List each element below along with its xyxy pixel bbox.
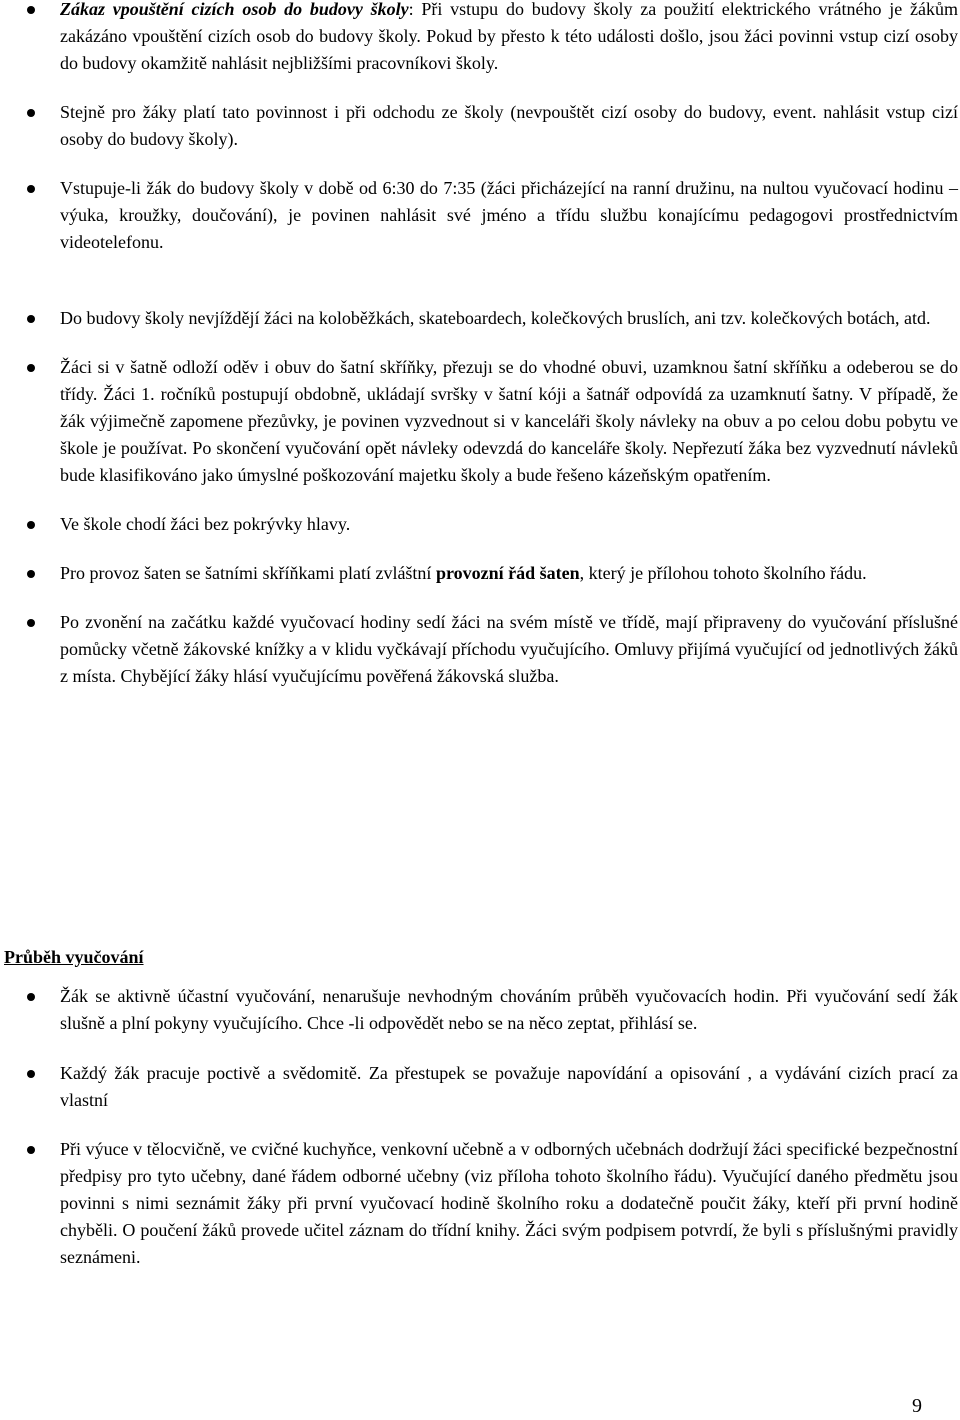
list-item (0, 560, 960, 587)
bullet-icon (27, 1146, 35, 1154)
rule-text: Každý žák pracuje poctivě a svědomitě. Za přestupek se považuje napovídání a opisování , a vydávání cizích prací za vlastní (60, 1063, 958, 1110)
rule-text: Při výuce v tělocvičně, ve cvičné kuchyňce, venkovní učebně a v odborných učebnách dodržují žáci specifické bezpečnostní předpisy pro tyto učebny, dané řádem odborné učebny (viz příloha tohoto školního řádu). Vyučující daného předmětu jsou povinni s nimi seznámit žáky při první vyučovací hodině školního roku a dodatečně poučit žáky, kteří při první hodině chyběli. O poučení žáků provede učitel záznam do třídní knihy. Žáci svým podpisem potvrdí, že byli s příslušnými pravidly seznámeni. (60, 1139, 958, 1267)
bullet-icon (27, 6, 35, 14)
bullet-icon (27, 993, 35, 1001)
bullet-icon (27, 570, 35, 578)
bullet-icon (27, 521, 35, 529)
rule-text: Ve škole chodí žáci bez pokrývky hlavy. (60, 514, 351, 534)
rule-text: Žák se aktivně účastní vyučování, nenarušuje nevhodným chováním průběh vyučovacích hodin. Při vyučování sedí žák slušně a plní pokyny vyučujícího. Chce -li odpovědět nebo se na něco zeptat, přihlásí se. (60, 986, 958, 1033)
bullet-icon (27, 185, 35, 193)
bullet-icon (27, 619, 35, 627)
rule-bold-text: provozní řád šaten (435, 563, 580, 583)
rule-text: , který je přílohou tohoto školního řádu. (579, 563, 867, 583)
list-item (0, 99, 960, 153)
list-item (0, 511, 960, 538)
rule-text: Stejně pro žáky platí tato povinnost i při odchodu ze školy (nevpouštět cizí osoby do budovy, event. nahlásit vstup cizí osoby do budovy školy). (60, 102, 958, 149)
rule-text: Po zvonění na začátku každé vyučovací hodiny sedí žáci na svém místě ve třídě, mají připraveny do vyučování příslušné pomůcky včetně žákovské knížky a v klidu vyčkávají příchodu vyučujícího. Omluvy přijímá vyučující od jednotlivých žáků z místa. Chybějící žáky hlásí vyučujícímu pověřená žákovská služba. (60, 612, 958, 686)
bullet-icon (27, 1070, 35, 1078)
list-item (0, 609, 960, 690)
rule-text: Vstupuje-li žák do budovy školy v době od 6:30 do 7:35 (žáci přicházející na ranní družinu, na nultou vyučovací hodinu – výuka, kroužky, doučování), je povinen nahlásit své jméno a třídu službu konajícímu pedagogovi prostřednictvím videotelefonu. (60, 178, 958, 252)
bullet-icon (27, 109, 35, 117)
rule-text: Žáci si v šatně odloží oděv i obuv do šatní skříňky, přezujı se do vhodné obuvi, uzamknou šatní skříňku a odeberou se do třídy. Žáci 1. ročníků postupují obdobně, ukládají svršky v šatní kóji a šatnář odpovídá za uzamknutí šatny. V případě, že žák výjimečně zapomene přezůvky, je povinen vyzvednout si v kanceláři školy návleky na obuv a po celou dobu pobytu ve škole je používat. Po skončení vyučování opět návleky odevzdá do kanceláře školy. Nepřezutí žáka bez vyzvednutí návleků bude klasifikováno jako úmyslné poškozování majetku školy a bude řešeno kázeňským opatřením. (60, 357, 958, 485)
list-item (0, 0, 960, 77)
list-item (0, 1060, 960, 1114)
rule-heading: Zákaz vpouštění cizích osob do budovy školy (60, 0, 409, 19)
rule-text: Do budovy školy nevjíždějí žáci na koloběžkách, skateboardech, kolečkových bruslích, ani tzv. kolečkových botách, atd. (60, 308, 931, 328)
list-item (0, 305, 960, 332)
list-item (0, 175, 960, 256)
page-number: 9 (912, 1395, 922, 1417)
list-item (0, 1136, 960, 1271)
list-item (0, 983, 960, 1037)
section-heading: Průběh vyučování (4, 947, 144, 967)
school-rules-list (0, 0, 960, 690)
bullet-icon (27, 364, 35, 372)
rule-text: Pro provoz šaten se šatními skříňkami platí zvláštní (60, 563, 436, 583)
rule-text: : Při vstupu do budovy školy za použití elektrického vrátného je žákům zakázáno vpouštění cizích osob do budovy školy. Pokud by přesto k této události došlo, jsou žáci povinni vstup cizí osoby do budovy okamžitě nahlásit nejbližšími pracovníkovi školy. (60, 0, 958, 73)
lesson-rules-list (0, 983, 960, 1271)
list-item (0, 354, 960, 489)
bullet-icon (27, 315, 35, 323)
